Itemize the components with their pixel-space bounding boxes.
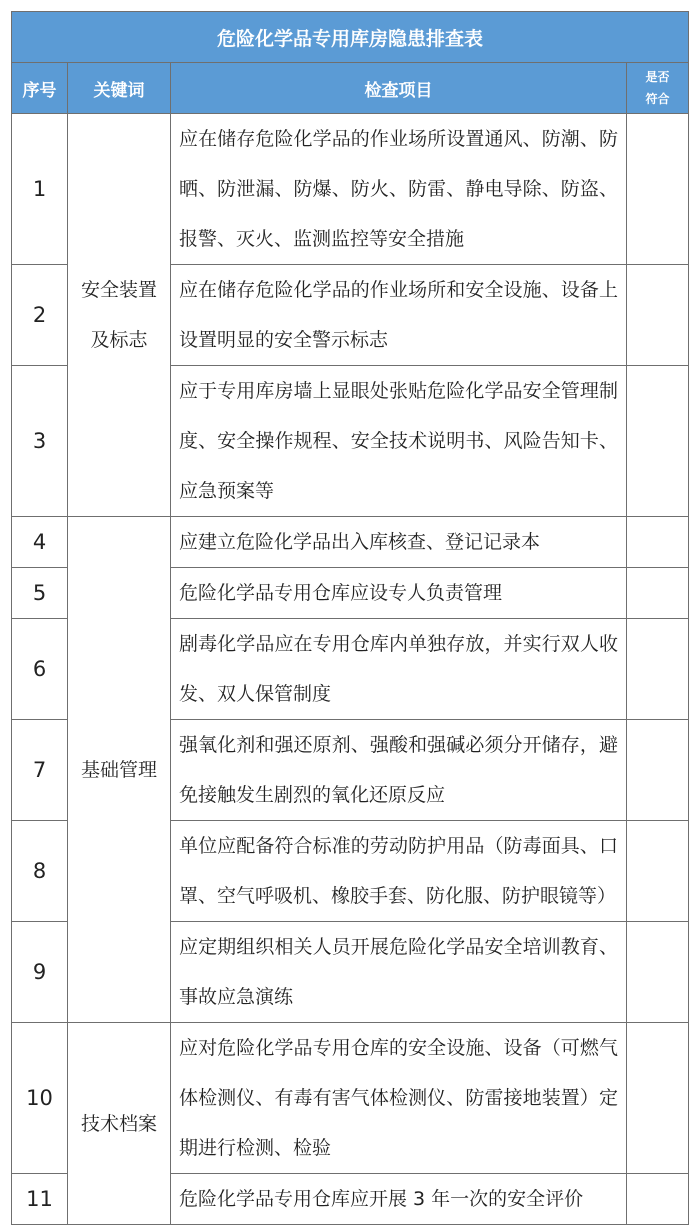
check-item: 应定期组织相关人员开展危险化学品安全培训教育、事故应急演练 [171,922,627,1023]
header-keyword: 关键词 [68,63,171,114]
row-number: 8 [12,821,68,922]
table-row [12,1023,689,1174]
row-number: 6 [12,619,68,720]
check-item: 应在储存危险化学品的作业场所和安全设施、设备上设置明显的安全警示标志 [171,265,627,366]
table-title-row [12,12,689,63]
conform-cell[interactable] [627,568,689,619]
header-item: 检查项目 [171,63,627,114]
header-conform: 是否 符合 [627,63,689,114]
check-item: 单位应配备符合标准的劳动防护用品（防毒面具、口罩、空气呼吸机、橡胶手套、防化服、防护眼镜等） [171,821,627,922]
check-item: 应对危险化学品专用仓库的安全设施、设备（可燃气体检测仪、有毒有害气体检测仪、防雷接地装置）定期进行检测、检验 [171,1023,627,1174]
conform-cell[interactable] [627,114,689,265]
table-title: 危险化学品专用库房隐患排查表 [12,12,689,63]
inspection-table [11,11,689,1225]
row-number: 4 [12,517,68,568]
row-number: 3 [12,366,68,517]
row-number: 5 [12,568,68,619]
table-header-row [12,63,689,114]
conform-cell[interactable] [627,265,689,366]
conform-cell[interactable] [627,1174,689,1225]
row-number: 1 [12,114,68,265]
table-row [12,517,689,568]
inspection-table-container [11,11,688,1225]
conform-cell[interactable] [627,922,689,1023]
header-index: 序号 [12,63,68,114]
conform-cell[interactable] [627,821,689,922]
table-row [12,114,689,265]
check-item: 应在储存危险化学品的作业场所设置通风、防潮、防晒、防泄漏、防爆、防火、防雷、静电导除、防盗、报警、灭火、监测监控等安全措施 [171,114,627,265]
conform-cell[interactable] [627,366,689,517]
check-item: 剧毒化学品应在专用仓库内单独存放，并实行双人收发、双人保管制度 [171,619,627,720]
check-item: 应于专用库房墙上显眼处张贴危险化学品安全管理制度、安全操作规程、安全技术说明书、风险告知卡、应急预案等 [171,366,627,517]
keyword-cell [68,114,171,517]
keyword-label: 安全装置及标志 [80,279,157,351]
row-number: 11 [12,1174,68,1225]
keyword-label: 技术档案 [80,1112,157,1135]
row-number: 10 [12,1023,68,1174]
check-item: 强氧化剂和强还原剂、强酸和强碱必须分开储存，避免接触发生剧烈的氧化还原反应 [171,720,627,821]
keyword-cell [68,517,171,1023]
conform-cell[interactable] [627,517,689,568]
check-item: 危险化学品专用仓库应开展 3 年一次的安全评价 [171,1174,627,1225]
check-item: 应建立危险化学品出入库核查、登记记录本 [171,517,627,568]
keyword-cell [68,1023,171,1225]
row-number: 9 [12,922,68,1023]
row-number: 2 [12,265,68,366]
keyword-label: 基础管理 [80,758,157,781]
conform-cell[interactable] [627,1023,689,1174]
conform-cell[interactable] [627,720,689,821]
row-number: 7 [12,720,68,821]
conform-cell[interactable] [627,619,689,720]
check-item: 危险化学品专用仓库应设专人负责管理 [171,568,627,619]
